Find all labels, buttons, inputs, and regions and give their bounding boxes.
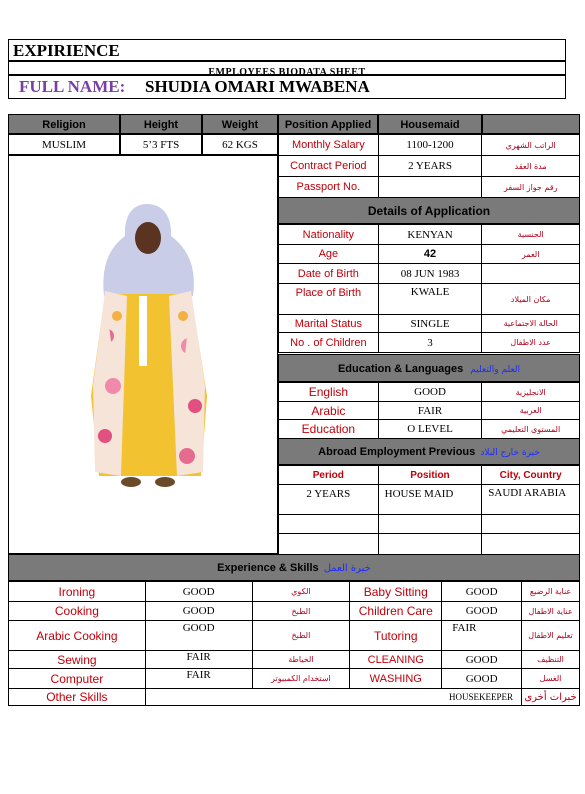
skill-washing: WASHING bbox=[350, 669, 442, 689]
value-passport bbox=[378, 177, 482, 198]
col-position: Position bbox=[378, 466, 482, 485]
arabic-age: العمر bbox=[482, 245, 580, 264]
skill-cooking-arabic: الطبخ bbox=[252, 602, 350, 621]
full-name-value: SHUDIA OMARI MWABENA bbox=[145, 77, 370, 96]
skills-header-arabic: خبرة العمل bbox=[323, 563, 371, 574]
abroad-header: Abroad Employment Previous خبرة خارج البلاد bbox=[278, 438, 580, 465]
weight-value: 62 KGS bbox=[202, 134, 278, 155]
skill-washing-arabic: الغسل bbox=[522, 669, 580, 689]
skill-tutoring-arabic: تعليم الاطفال bbox=[522, 621, 580, 651]
photo-frame bbox=[8, 155, 278, 554]
arabic-dob bbox=[482, 264, 580, 284]
label-nationality: Nationality bbox=[279, 225, 379, 245]
header-weight: Weight bbox=[202, 114, 278, 134]
education-block bbox=[278, 382, 580, 439]
skill-ironing: Ironing bbox=[9, 582, 146, 602]
arabic-monthly-salary: الراتب الشهري bbox=[482, 135, 580, 156]
education-header-arabic: العلم والتعليم bbox=[470, 365, 521, 375]
skill-cooking: Cooking bbox=[9, 602, 146, 621]
skill-baby-sitting: Baby Sitting bbox=[350, 582, 442, 602]
skill-arabic-cooking-level: GOOD bbox=[145, 621, 252, 651]
label-passport: Passport No. bbox=[279, 177, 379, 198]
details-block bbox=[278, 134, 580, 198]
value-education: O LEVEL bbox=[378, 420, 482, 439]
arabic-arabic: العربية bbox=[482, 402, 580, 420]
skills-header: Experience & Skills خبرة العمل bbox=[8, 554, 580, 581]
value-arabic: FAIR bbox=[378, 402, 482, 420]
label-marital-status: Marital Status bbox=[279, 315, 379, 333]
fullname-box bbox=[8, 75, 566, 99]
skill-children-care-arabic: عناية الاطفال bbox=[522, 602, 580, 621]
label-contract-period: Contract Period bbox=[279, 156, 379, 177]
skill-sewing-arabic: الخياطة bbox=[252, 651, 350, 669]
col-city-country: City, Country bbox=[482, 466, 580, 485]
candidate-photo bbox=[9, 156, 277, 553]
value-english: GOOD bbox=[378, 383, 482, 402]
value-age: 42 bbox=[378, 245, 482, 264]
skill-children-care: Children Care bbox=[350, 602, 442, 621]
skill-washing-level: GOOD bbox=[442, 669, 522, 689]
abroad-position: HOUSE MAID bbox=[378, 485, 482, 515]
header-blank bbox=[482, 114, 580, 134]
religion-value: MUSLIM bbox=[8, 134, 120, 155]
skill-computer: Computer bbox=[9, 669, 146, 689]
arabic-passport: رقم جواز السفر bbox=[482, 177, 580, 198]
label-arabic: Arabic bbox=[279, 402, 379, 420]
other-skills-value: HOUSEKEEPER bbox=[145, 689, 521, 706]
application-block bbox=[278, 224, 580, 353]
skill-sewing: Sewing bbox=[9, 651, 146, 669]
col-period: Period bbox=[279, 466, 379, 485]
skill-tutoring: Tutoring bbox=[350, 621, 442, 651]
skill-arabic-cooking-arabic: الطبخ bbox=[252, 621, 350, 651]
label-place-of-birth: Place of Birth bbox=[279, 284, 379, 315]
skill-baby-sitting-arabic: عناية الرضيع bbox=[522, 582, 580, 602]
value-nationality: KENYAN bbox=[378, 225, 482, 245]
skill-cleaning: CLEANING bbox=[350, 651, 442, 669]
value-marital-status: SINGLE bbox=[378, 315, 482, 333]
skill-computer-level: FAIR bbox=[145, 669, 252, 689]
value-place-of-birth: KWALE bbox=[378, 284, 482, 315]
arabic-english: الانجليزية bbox=[482, 383, 580, 402]
label-education: Education bbox=[279, 420, 379, 439]
header-position-applied: Position Applied bbox=[278, 114, 378, 134]
value-contract-period: 2 YEARS bbox=[378, 156, 482, 177]
title-box bbox=[8, 39, 566, 61]
label-age: Age bbox=[279, 245, 379, 264]
skill-cooking-level: GOOD bbox=[145, 602, 252, 621]
details-header: Details of Application bbox=[278, 197, 580, 224]
skill-arabic-cooking: Arabic Cooking bbox=[9, 621, 146, 651]
arabic-children: عدد الاطفال bbox=[482, 333, 580, 353]
full-name-label: FULL NAME: bbox=[19, 77, 126, 96]
subtitle-box bbox=[8, 61, 566, 78]
skill-baby-sitting-level: GOOD bbox=[442, 582, 522, 602]
education-header: Education & Languages العلم والتعليم bbox=[278, 354, 580, 382]
arabic-contract-period: مدة العقد bbox=[482, 156, 580, 177]
label-children: No . of Children bbox=[279, 333, 379, 353]
skill-cleaning-arabic: التنظيف bbox=[522, 651, 580, 669]
header-housemaid: Housemaid bbox=[378, 114, 482, 134]
value-dob: 08 JUN 1983 bbox=[378, 264, 482, 284]
header-height: Height bbox=[120, 114, 202, 134]
skill-computer-arabic: استخدام الكمبيوتر bbox=[252, 669, 350, 689]
other-skills-arabic: خبرات أخرى bbox=[522, 689, 580, 706]
skills-table bbox=[8, 581, 580, 706]
arabic-marital-status: الحالة الاجتماعية bbox=[482, 315, 580, 333]
value-children: 3 bbox=[378, 333, 482, 353]
value-monthly-salary: 1100-1200 bbox=[378, 135, 482, 156]
arabic-place-of-birth: مكان الميلاد bbox=[482, 284, 580, 315]
skill-cleaning-level: GOOD bbox=[442, 651, 522, 669]
arabic-nationality: الجنسية bbox=[482, 225, 580, 245]
page-title: EXPIRIENCE bbox=[13, 41, 120, 60]
height-value: 5’3 FTS bbox=[120, 134, 202, 155]
abroad-table bbox=[278, 465, 580, 555]
skill-children-care-level: GOOD bbox=[442, 602, 522, 621]
abroad-city: SAUDI ARABIA bbox=[482, 485, 580, 515]
arabic-education: المستوى التعليمي bbox=[482, 420, 580, 439]
subtitle: EMPLOYEES BIODATA SHEET bbox=[208, 67, 366, 78]
abroad-period: 2 YEARS bbox=[279, 485, 379, 515]
skill-tutoring-level: FAIR bbox=[442, 621, 522, 651]
skill-ironing-arabic: الكوي bbox=[252, 582, 350, 602]
skill-ironing-level: GOOD bbox=[145, 582, 252, 602]
abroad-header-arabic: خبرة خارج البلاد bbox=[480, 448, 540, 458]
label-dob: Date of Birth bbox=[279, 264, 379, 284]
label-monthly-salary: Monthly Salary bbox=[279, 135, 379, 156]
header-religion: Religion bbox=[8, 114, 120, 134]
other-skills-label: Other Skills bbox=[9, 689, 146, 706]
skill-sewing-level: FAIR bbox=[145, 651, 252, 669]
label-english: English bbox=[279, 383, 379, 402]
